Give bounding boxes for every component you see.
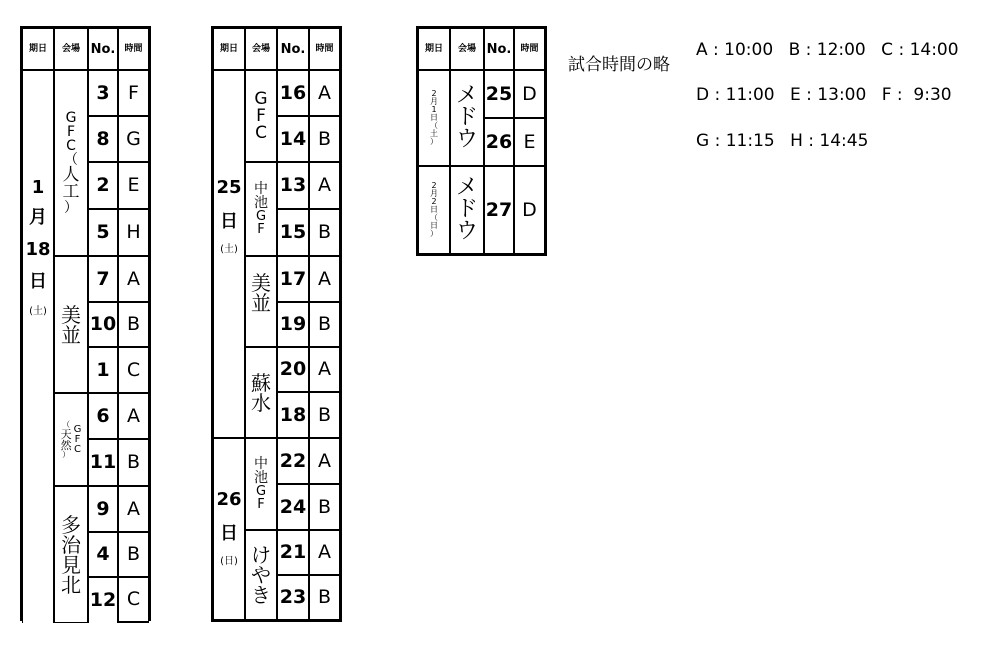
venue-sosui: 蘇 水 [245,347,277,438]
header-time: 時間 [118,28,149,70]
time-abbreviation-line [696,131,878,151]
venue-nakaike-gf: 中 池 G F [245,162,277,256]
match-time: E [514,118,545,166]
match-no: 8 [88,116,118,162]
match-no: 7 [88,256,118,302]
match-time: A [118,256,149,302]
date-day-char: 日 [220,211,238,232]
match-time: A [309,256,340,302]
match-no: 20 [277,347,309,392]
header-time: 時間 [309,28,340,70]
match-no: 17 [277,256,309,302]
time-abbreviation: G : 11:15 [696,131,775,151]
match-time: A [309,70,340,116]
match-no: 24 [277,484,309,530]
match-time: A [309,347,340,392]
match-no: 16 [277,70,309,116]
match-time: B [118,532,149,577]
match-no: 3 [88,70,118,116]
match-no: 9 [88,486,118,532]
time-abbreviation: E : 13:00 [790,85,867,105]
schedule-table-feb1-2 [416,26,547,256]
match-no: 13 [277,162,309,209]
match-time: B [309,575,340,620]
schedule-table-jan18 [20,26,151,621]
header-venue: 会場 [54,28,88,70]
date-dow: (土) [220,244,238,255]
match-time: D [514,166,545,254]
date-day-num: 25 [216,177,242,198]
venue-gfc-natural: （ 天 然 ） G F C [54,393,88,486]
match-no: 27 [484,166,514,254]
match-no: 14 [277,116,309,162]
match-time: C [118,577,149,623]
match-time: A [309,162,340,209]
venue-nakaike-gf: 中 池 G F [245,438,277,530]
date-month-char: 月 [29,207,47,228]
date-dow: (日) [220,556,238,567]
match-no: 10 [88,302,118,347]
time-abbreviation: H : 14:45 [790,131,869,151]
match-time: B [309,209,340,256]
date-cell-jan18 [22,70,54,623]
match-no: 5 [88,209,118,256]
venue-tajimi-kita: 多 治 見 北 [54,486,88,623]
header-date: 期日 [213,28,245,70]
header-no: No. [484,28,514,70]
match-no: 11 [88,439,118,486]
time-abbreviation: C : 14:00 [881,40,959,60]
match-time: A [118,393,149,439]
date-cell-jan25 [213,70,245,438]
match-no: 6 [88,393,118,439]
match-no: 25 [484,70,514,118]
match-time: A [309,438,340,484]
match-no: 22 [277,438,309,484]
match-no: 15 [277,209,309,256]
header-date: 期日 [418,28,450,70]
match-time: B [118,439,149,486]
match-time: A [118,486,149,532]
date-day-char: 日 [220,523,238,544]
venue-meadow: メ ド ウ [450,70,484,166]
schedule-table-jan25-26 [211,26,342,622]
date-month-num: 1 [31,177,45,198]
match-no: 19 [277,302,309,347]
match-time: G [118,116,149,162]
time-abbreviation-title: 試合時間の略 [568,55,670,75]
match-time: D [514,70,545,118]
match-no: 23 [277,575,309,620]
date-day-char: 日 [29,271,47,292]
time-abbreviation: F : 9:30 [881,85,952,105]
match-no: 2 [88,162,118,209]
date-dow: (土) [29,306,47,317]
time-abbreviation-line [696,85,962,105]
match-time: F [118,70,149,116]
header-no: No. [277,28,309,70]
venue-keyaki: け や き [245,530,277,620]
header-no: No. [88,28,118,70]
time-abbreviation: B : 12:00 [788,40,866,60]
venue-minami-nami: 美 並 [245,256,277,347]
match-time: B [309,392,340,438]
time-abbreviation: A : 10:00 [696,40,774,60]
venue-minami-nami: 美 並 [54,256,88,393]
date-cell-jan26 [213,438,245,620]
match-time: B [309,484,340,530]
match-no: 1 [88,347,118,393]
date-cell-feb2: 2 月 2 日 （ 日 ） [418,166,450,254]
match-no: 4 [88,532,118,577]
match-time: B [118,302,149,347]
venue-gfc-artificial: G F C （ 人 工 ） [54,70,88,256]
match-time: B [309,302,340,347]
match-no: 12 [88,577,118,623]
match-time: C [118,347,149,393]
match-time: A [309,530,340,575]
time-abbreviation: D : 11:00 [696,85,775,105]
date-day-num: 26 [216,489,242,510]
venue-meadow: メ ド ウ [450,166,484,254]
match-time: E [118,162,149,209]
match-no: 26 [484,118,514,166]
match-time: B [309,116,340,162]
match-no: 18 [277,392,309,438]
date-day-num: 18 [25,239,51,260]
header-time: 時間 [514,28,545,70]
header-venue: 会場 [245,28,277,70]
match-no: 21 [277,530,309,575]
header-venue: 会場 [450,28,484,70]
date-cell-feb1: 2 月 1 日 （ 土 ） [418,70,450,166]
header-date: 期日 [22,28,54,70]
venue-gfc: G F C [245,70,277,162]
match-time: H [118,209,149,256]
time-abbreviation-line [696,40,969,60]
